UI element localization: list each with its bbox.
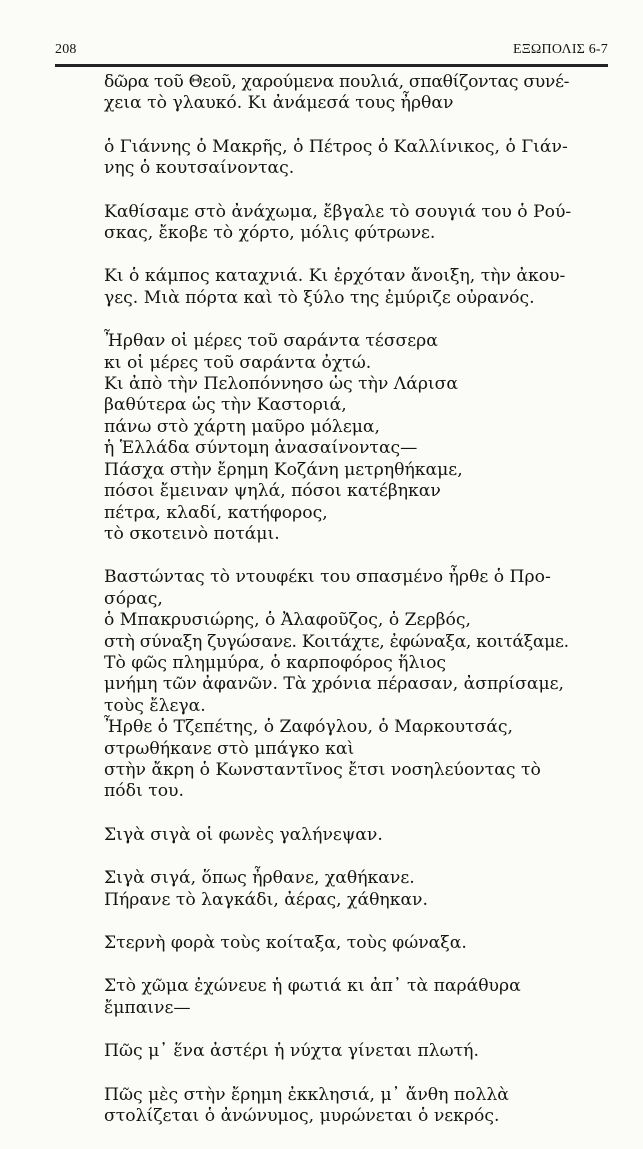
poem-line: κι οἱ μέρες τοῦ σαράντα ὀχτώ. [104,352,372,373]
poem-line: Πῶς μὲς στὴν ἔρημη ἐκκλησιά, μ᾽ ἄνθη πολλὰ [104,1084,509,1105]
poem-line: Πήρανε τὸ λαγκάδι, ἀέρας, χάθηκαν. [104,889,428,910]
stanza [104,137,574,180]
poem-line: Κι ἀπὸ τὴν Πελοπόννησο ὡς τὴν Λάρισα [104,374,459,395]
stanza [104,1041,574,1062]
page-header [55,42,608,62]
poem-line: Ἦρθε ὁ Τζεπέτης, ὁ Ζαφόγλου, ὁ Μαρκουτσάς, [104,717,513,738]
poem-line: Τὸ φῶς πλημμύρα, ὁ καρποφόρος ἥλιος [104,652,447,673]
poem-line: τὸ σκοτεινὸ ποτάμι. [104,523,280,544]
poem-line: σκας, ἔκοβε τὸ χόρτο, μόλις φύτρωνε. [104,223,436,244]
poem-line: Καθίσαμε στὸ ἀνάχωμα, ἔβγαλε τὸ σουγιά του ὁ Ρού- [104,201,572,222]
poem-line: σόρας, [104,588,163,609]
poem-line: νης ὁ κουτσαίνοντας. [104,158,295,179]
poem-line: ἔμπαινε— [104,997,191,1018]
poem-line: Σιγὰ σιγά, ὅπως ἦρθανε, χαθήκανε. [104,868,415,889]
stanza [104,266,574,309]
header-rule [55,64,608,67]
stanza [104,868,574,911]
poem-line: Στερνὴ φορὰ τοὺς κοίταξα, τοὺς φώναξα. [104,933,467,953]
poem-line: στρωθήκανε στὸ μπάγκο καὶ [104,738,355,759]
poem-line: πέτρα, κλαδί, κατήφορος, [104,502,328,523]
poem-line: στὴν ἄκρη ὁ Κωνσταντῖνος ἔτσι νοσηλεύοντας τὸ [104,759,541,780]
running-title: ΕΞΩΠΟΛΙΣ 6-7 [512,42,608,57]
stanza [104,202,574,245]
poem-line: Κι ὁ κάμπος καταχνιά. Κι ἐρχόταν ἄνοιξη, τὴν ἀκου- [104,266,566,287]
poem-line: Βαστώντας τὸ ντουφέκι του σπασμένο ἦρθε ὁ Προ- [104,567,551,588]
poem-line: ἡ Ἑλλάδα σύντομη ἀνασαίνοντας— [104,438,418,459]
poem-line: τοὺς ἔλεγα. [104,695,206,716]
poem-line: πόσοι ἔμειναν ψηλά, πόσοι κατέβηκαν [104,481,441,502]
poem-line: στὴ σύναξη ζυγώσανε. Κοιτάχτε, ἐφώναξα, κοιτάξαμε. [104,631,569,652]
poem-body [104,72,574,1149]
stanza [104,567,574,802]
stanza [104,331,574,545]
poem-line: χεια τὸ γλαυκό. Κι ἀνάμεσά τους ἦρθαν [104,93,454,114]
stanza [104,1085,574,1128]
poem-line: Στὸ χῶμα ἐχώνευε ἡ φωτιά κι ἀπ᾽ τὰ παράθυρα [104,976,521,997]
poem-line: Ἦρθαν οἱ μέρες τοῦ σαράντα τέσσερα [104,331,438,352]
poem-line: ὁ Μπακρυσιώρης, ὁ Ἀλαφοῦζος, ὁ Ζερβός, [104,610,471,631]
poem-line: βαθύτερα ὡς τὴν Καστοριά, [104,395,347,416]
poem-line: Πῶς μ᾽ ἕνα ἀστέρι ἡ νύχτα γίνεται πλωτή. [104,1041,479,1062]
stanza [104,933,574,954]
poem-line: Πάσχα στὴν ἔρημη Κοζάνη μετρηθήκαμε, [104,459,463,480]
poem-line: πάνω στὸ χάρτη μαῦρο μόλεμα, [104,416,380,437]
stanza [104,825,574,846]
poem-line: στολίζεται ὁ ἀνώνυμος, μυρώνεται ὁ νεκρός. [104,1106,500,1127]
poem-line: γες. Μιὰ πόρτα καὶ τὸ ξύλο της ἐμύριζε οὐρανός. [104,287,535,308]
stanza [104,976,574,1019]
page-number: 208 [55,42,77,57]
stanza [104,72,574,115]
poem-line: πόδι του. [104,781,184,802]
poem-line: ὁ Γιάννης ὁ Μακρῆς, ὁ Πέτρος ὁ Καλλίνικος, ὁ Γιάν- [104,136,568,157]
poem-line: δῶρα τοῦ Θεοῦ, χαρούμενα πουλιά, σπαθίζοντας συνέ- [104,72,570,92]
poem-line: Σιγὰ σιγὰ οἱ φωνὲς γαλήνεψαν. [104,824,383,845]
poem-line: μνήμη τῶν ἀφανῶν. Τὰ χρόνια πέρασαν, ἀσπρίσαμε, [104,674,565,695]
